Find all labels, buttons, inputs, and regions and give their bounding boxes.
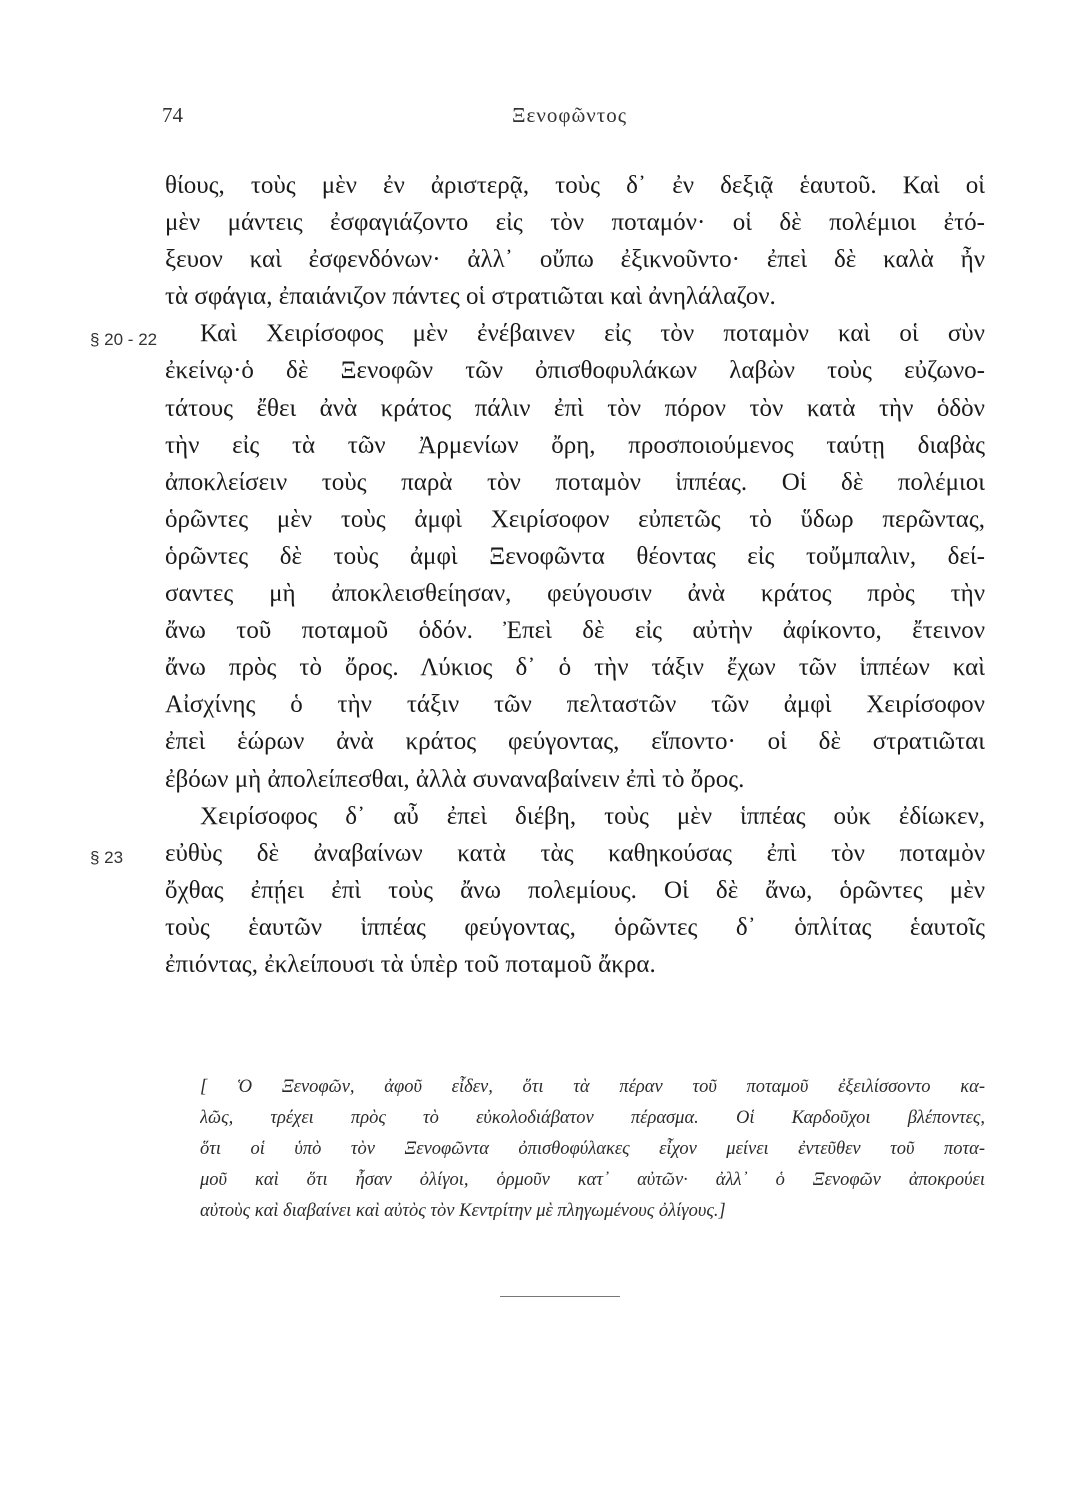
running-title: Ξενοφῶντος xyxy=(512,103,628,127)
text-line: τὰ σφάγια, ἐπαιάνιζον πάντες οἱ στρατιῶται καὶ ἀνηλάλαζον. xyxy=(165,283,776,311)
text-line: τάτους ἔθει ἀνὰ κράτος πάλιν ἐπὶ τὸν πόρον τὸν κατὰ τὴν ὁδὸν xyxy=(165,394,985,422)
text-line: Αἰσχίνης ὁ τὴν τάξιν τῶν πελταστῶν τῶν ἀμφὶ Χειρίσοφον xyxy=(165,691,985,719)
text-line: Καὶ Χειρίσοφος μὲν ἐνέβαινεν εἰς τὸν ποταμὸν καὶ οἱ σὺν xyxy=(200,320,985,348)
text-line: τοὺς ἑαυτῶν ἱππέας φεύγοντας, ὁρῶντες δ᾽ ὁπλίτας ἑαυτοῖς xyxy=(165,913,985,941)
text-line: ἐπεὶ ἑώρων ἀνὰ κράτος φεύγοντας, εἵποντο· οἱ δὲ στρατιῶται xyxy=(165,728,985,756)
page-header xyxy=(162,103,982,133)
footnote xyxy=(200,1072,985,1227)
main-text xyxy=(165,167,985,983)
text-line: εὐθὺς δὲ ἀναβαίνων κατὰ τὰς καθηκούσας ἐπὶ τὸν ποταμὸν xyxy=(165,839,985,867)
footnote-line: αὐτοὺς καὶ διαβαίνει καὶ αὐτὸς τὸν Κεντρίτην μὲ πληγωμένους ὀλίγους.] xyxy=(200,1201,726,1221)
footnote-line: [ Ὁ Ξενοφῶν, ἀφοῦ εἶδεν, ὅτι τὰ πέραν τοῦ ποταμοῦ ἐξειλίσσοντο κα- xyxy=(200,1077,985,1097)
page-number: 74 xyxy=(162,103,183,127)
text-line: σαντες μὴ ἀποκλεισθείησαν, φεύγουσιν ἀνὰ κράτος πρὸς τὴν xyxy=(165,580,985,608)
footnote-line: λῶς, τρέχει πρὸς τὸ εὐκολοδιάβατον πέρασμα. Οἱ Καρδοῦχοι βλέποντες, xyxy=(200,1108,985,1128)
text-line: ξευον καὶ ἐσφενδόνων· ἀλλ᾽ οὔπω ἐξικνοῦντο· ἐπεὶ δὲ καλὰ ἦν xyxy=(165,246,985,274)
text-line: Χειρίσοφος δ᾽ αὖ ἐπεὶ διέβη, τοὺς μὲν ἱππέας οὐκ ἐδίωκεν, xyxy=(200,802,985,830)
text-line: ἄνω πρὸς τὸ ὄρος. Λύκιος δ᾽ ὁ τὴν τάξιν ἔχων τῶν ἱππέων καὶ xyxy=(165,654,985,682)
text-line: ὁρῶντες δὲ τοὺς ἀμφὶ Ξενοφῶντα θέοντας εἰς τοὔμπαλιν, δεί- xyxy=(165,542,985,570)
text-line: ἄνω τοῦ ποταμοῦ ὁδόν. Ἐπεὶ δὲ εἰς αὐτὴν ἀφίκοντο, ἔτεινον xyxy=(165,617,985,645)
footnote-line: μοῦ καὶ ὅτι ἦσαν ὀλίγοι, ὁρμοῦν κατ᾽ αὐτῶν· ἀλλ᾽ ὁ Ξενοφῶν ἀποκρούει xyxy=(200,1170,985,1190)
text-line: τὴν εἰς τὰ τῶν Ἀρμενίων ὄρη, προσποιούμενος ταύτῃ διαβὰς xyxy=(165,431,985,459)
text-line: θίους, τοὺς μὲν ἐν ἀριστερᾷ, τοὺς δ᾽ ἐν δεξιᾷ ἑαυτοῦ. Καὶ οἱ xyxy=(165,172,985,199)
text-line: ἐπιόντας, ἐκλείπουσι τὰ ὑπὲρ τοῦ ποταμοῦ ἄκρα. xyxy=(165,950,656,978)
footnote-line: ὅτι οἱ ὑπὸ τὸν Ξενοφῶντα ὀπισθοφύλακες εἶχον μείνει ἐντεῦθεν τοῦ ποτα- xyxy=(200,1139,985,1159)
text-line: ἐκείνῳ·ὁ δὲ Ξενοφῶν τῶν ὀπισθοφυλάκων λαβὼν τοὺς εὐζωνο- xyxy=(165,357,985,385)
section-marker-20-22: § 20 - 22 xyxy=(90,330,158,349)
text-line: ἐβόων μὴ ἀπολείπεσθαι, ἀλλὰ συναναβαίνειν ἐπὶ τὸ ὄρος. xyxy=(165,765,745,793)
end-rule xyxy=(500,1296,620,1297)
text-line: ὁρῶντες μὲν τοὺς ἀμφὶ Χειρίσοφον εὐπετῶς τὸ ὕδωρ περῶντας, xyxy=(165,505,985,533)
text-line: μὲν μάντεις ἐσφαγιάζοντο εἰς τὸν ποταμόν· οἱ δὲ πολέμιοι ἐτό- xyxy=(165,209,985,237)
text-line: ἀποκλείσειν τοὺς παρὰ τὸν ποταμὸν ἱππέας. Οἱ δὲ πολέμιοι xyxy=(165,468,985,496)
section-marker-23: § 23 xyxy=(90,848,124,867)
text-line: ὄχθας ἐπῄει ἐπὶ τοὺς ἄνω πολεμίους. Οἱ δὲ ἄνω, ὁρῶντες μὲν xyxy=(165,876,985,904)
